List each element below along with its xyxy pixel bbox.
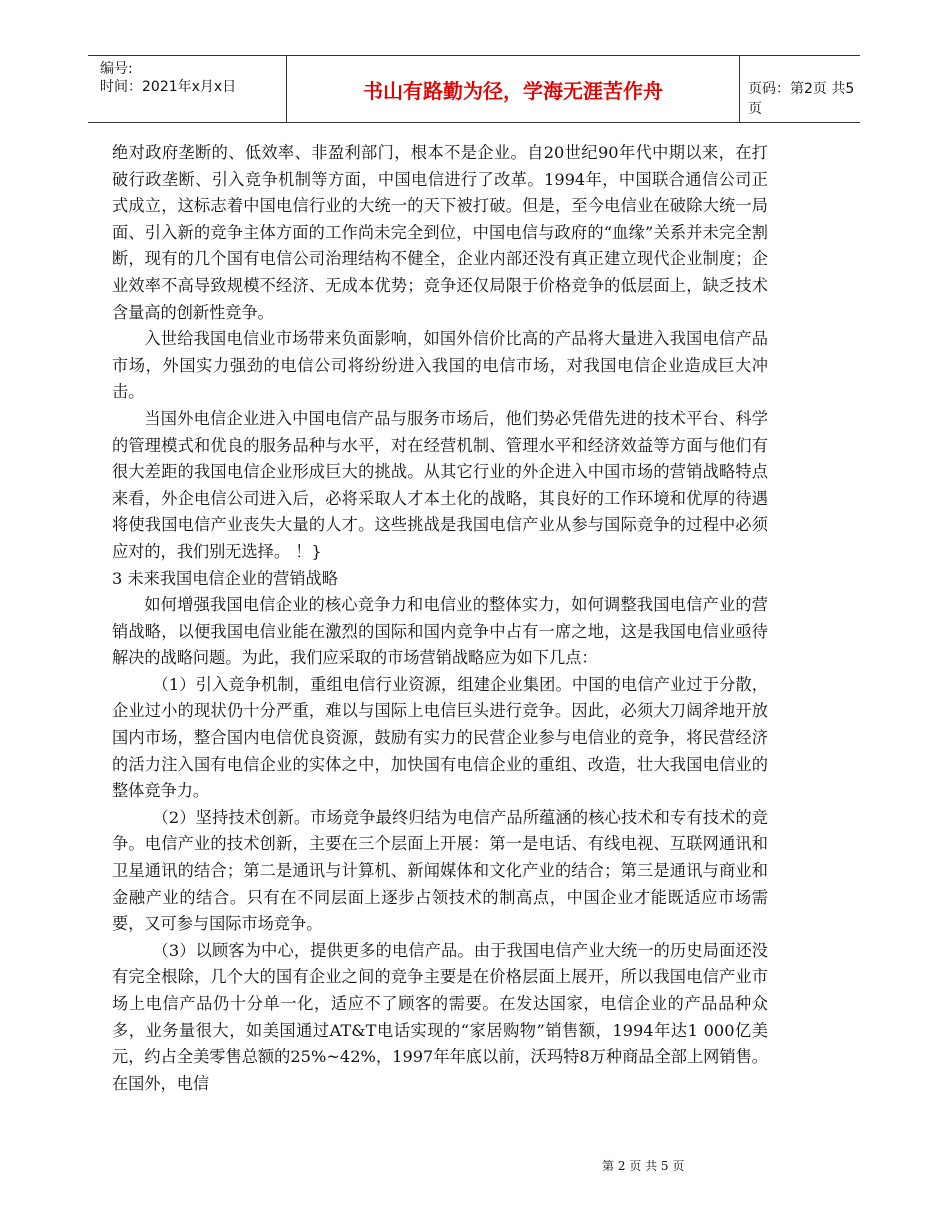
document-body [112, 140, 768, 1097]
document-time-label: 时间：2021年x月x日 [100, 79, 237, 95]
header-motto: 书山有路勤为径，学海无涯苦作舟 [286, 56, 740, 122]
header-page-number: 页码：第2页 共5页 [748, 81, 855, 117]
list-item: （2）坚持技术创新。市场竞争最终归结为电信产品所蕴涵的核心技术和专有技术的竞争。电信产业的技术创新，主要在三个层面上开展：第一是电话、有线电视、互联网通讯和卫星通讯的结合；第二是通讯与计算机、新闻媒体和文化产业的结合；第三是通讯与商业和金融产业的结合。只有在不同层面上逐步占领技术的制高点，中国企业才能既适应市场需要，又可参与国际市场竞争。 [112, 807, 768, 934]
list-item: （1）引入竞争机制，重组电信行业资源，组建企业集团。中国的电信产业过于分散，企业过小的现状仍十分严重，难以与国际上电信巨头进行竞争。因此，必须大刀阔斧地开放国内市场，整合国内电信优良资源，鼓励有实力的民营企业参与电信业的竞争，将民营经济的活力注入国有电信企业的实体之中，加快国有电信企业的重组、改造，壮大我国电信业的整体竞争力。 [112, 674, 768, 801]
section-heading: 3 未来我国电信企业的营销战略 [112, 568, 338, 588]
list-item: （3）以顾客为中心，提供更多的电信产品。由于我国电信产业大统一的历史局面还没有完全根除，几个大的国有企业之间的竞争主要是在价格层面上展开，所以我国电信产业市场上电信产品仍十分单一化，适应不了顾客的需要。在发达国家，电信企业的产品品种众多，业务量很大，如美国通过AT&T电话实现的“家居购物”销售额，1994年达1 000亿美元，约占全美零售总额的25%~42%，1997年年底以前，沃玛特8万种商品全部上网销售。在国外，电信 [112, 940, 768, 1093]
page-footer: 第 2 页 共 5 页 [602, 1159, 685, 1173]
document-number-label: 编号: [100, 61, 133, 77]
paragraph: 如何增强我国电信企业的核心竞争力和电信业的整体实力，如何调整我国电信产业的营销战略，以便我国电信业能在激烈的国际和国内竞争中占有一席之地，这是我国电信业亟待解决的战略问题。为此，我们应采取的市场营销战略应为如下几点： [112, 595, 768, 668]
header-meta [100, 60, 285, 96]
paragraph: 入世给我国电信业市场带来负面影响，如国外信价比高的产品将大量进入我国电信产品市场，外国实力强劲的电信公司将纷纷进入我国的电信市场，对我国电信企业造成巨大冲击。 [112, 329, 768, 402]
page-header [88, 55, 860, 123]
paragraph-continuation: 绝对政府垄断的、低效率、非盈利部门，根本不是企业。自20世纪90年代中期以来，在打破行政垄断、引入竞争机制等方面，中国电信进行了改革。1994年，中国联合通信公司正式成立，这标志着中国电信行业的大统一的天下被打破。但是，至今电信业在破除大统一局面、引入新的竞争主体方面的工作尚未完全到位，中国电信与政府的“血缘”关系并未完全割断，现有的几个国有电信公司治理结构不健全，企业内部还没有真正建立现代企业制度；企业效率不高导致规模不经济、无成本优势；竞争还仅局限于价格竞争的低层面上，缺乏技术含量高的创新性竞争。 [112, 143, 768, 322]
paragraph: 当国外电信企业进入中国电信产品与服务市场后，他们势必凭借先进的技术平台、科学的管理模式和优良的服务品种与水平，对在经营机制、管理水平和经济效益等方面与他们有很大差距的我国电信企业形成巨大的挑战。从其它行业的外企进入中国市场的营销战略特点来看，外企电信公司进入后，必将采取人才本土化的战略，其良好的工作环境和优厚的待遇将使我国电信产业丧失大量的人才。这些挑战是我国电信产业从参与国际竞争的过程中必须应对的，我们别无选择。 ！} [112, 408, 768, 561]
